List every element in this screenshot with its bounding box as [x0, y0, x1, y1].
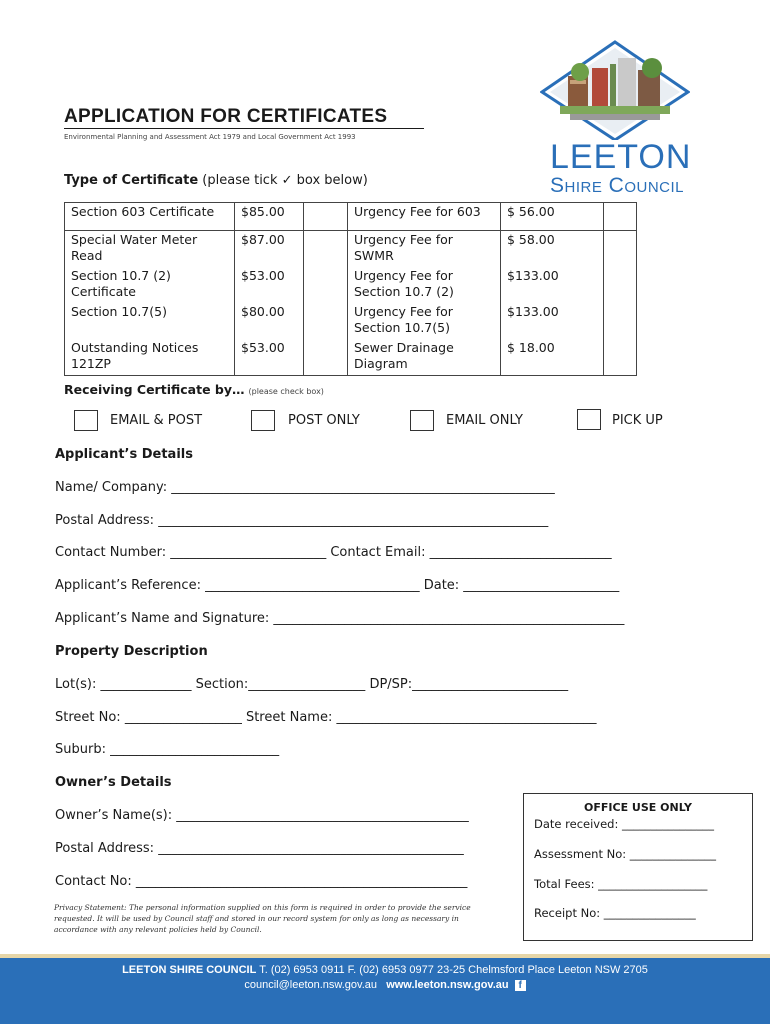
email-and-post-checkbox[interactable]: [74, 410, 98, 431]
applicant-reference-date-field[interactable]: Applicant’s Reference: _________________________________ Date: ________________________: [55, 578, 620, 593]
urgency-fee-price: $133.00: [501, 267, 604, 303]
certificate-fees-table: [64, 202, 637, 376]
office-use-box: [523, 793, 753, 941]
post-only-checkbox[interactable]: [251, 410, 275, 431]
email-only-checkbox[interactable]: [410, 410, 434, 431]
date-received-field[interactable]: Date received: ________________: [534, 817, 714, 831]
certificate-tick-box[interactable]: [304, 267, 348, 303]
certificate-name: Section 603 Certificate: [65, 203, 235, 231]
council-logo-image: [540, 40, 690, 140]
facebook-icon[interactable]: f: [515, 980, 526, 991]
footer-contact-line: [0, 964, 770, 976]
property-description-heading: Property Description: [55, 644, 208, 659]
certificate-tick-box[interactable]: [304, 203, 348, 231]
applicant-details-heading: Applicant’s Details: [55, 447, 193, 462]
certificate-price: $87.00: [235, 231, 304, 268]
owner-names-field[interactable]: Owner’s Name(s): _____________________________________________: [55, 808, 469, 823]
email-and-post-label: EMAIL & POST: [110, 413, 203, 428]
certificate-price: $53.00: [235, 339, 304, 376]
receipt-number-field[interactable]: Receipt No: ________________: [534, 906, 696, 920]
footer-org-name: LEETON SHIRE COUNCIL: [122, 964, 257, 976]
certificate-name: Section 10.7(5): [65, 303, 235, 339]
page-subtitle: Environmental Planning and Assessment Act 1979 and Local Government Act 1993: [64, 133, 356, 141]
postal-address-field[interactable]: Postal Address: ____________________________________________________________: [55, 513, 549, 528]
table-row: [65, 267, 637, 303]
suburb-field[interactable]: Suburb: __________________________: [55, 742, 280, 757]
table-row: [65, 303, 637, 339]
urgency-fee-name: Urgency Fee for Section 10.7 (2): [348, 267, 501, 303]
urgency-fee-price: $ 18.00: [501, 339, 604, 376]
certificate-price: $85.00: [235, 203, 304, 231]
certificate-type-heading-bold: Type of Certificate: [64, 173, 199, 188]
certificate-name: Section 10.7 (2) Certificate: [65, 267, 235, 303]
email-only-label: EMAIL ONLY: [446, 413, 523, 428]
urgency-fee-name: Sewer Drainage Diagram: [348, 339, 501, 376]
name-company-field[interactable]: Name/ Company: ___________________________________________________________: [55, 480, 555, 495]
owner-contact-field[interactable]: Contact No: ___________________________________________________: [55, 874, 468, 889]
certificate-type-heading-instruction: (please tick ✓ box below): [198, 173, 368, 188]
contact-number-email-field[interactable]: Contact Number: ________________________ Contact Email: ____________________________: [55, 545, 612, 560]
footer-email-link[interactable]: council@leeton.nsw.gov.au: [244, 979, 378, 991]
certificate-tick-box[interactable]: [304, 231, 348, 268]
privacy-statement: Privacy Statement: The personal information supplied on this form is required in order to provide the service requested. It will be used by Council staff and stored in our record system for only as long as necessary in accordance with any relevant policies held by Council.: [54, 903, 471, 934]
post-only-label: POST ONLY: [288, 413, 360, 428]
receiving-heading-text: Receiving Certificate by…: [64, 382, 245, 397]
urgency-tick-box[interactable]: [604, 203, 637, 231]
urgency-fee-price: $ 58.00: [501, 231, 604, 268]
certificate-tick-box[interactable]: [304, 339, 348, 376]
total-fees-field[interactable]: Total Fees: ___________________: [534, 877, 708, 891]
owner-postal-address-field[interactable]: Postal Address: _______________________________________________: [55, 841, 464, 856]
certificate-name: Special Water Meter Read: [65, 231, 235, 268]
pick-up-checkbox[interactable]: [577, 409, 601, 430]
urgency-tick-box[interactable]: [604, 267, 637, 303]
receiving-note: (please check box): [248, 387, 324, 396]
table-row: [65, 231, 637, 268]
certificate-price: $80.00: [235, 303, 304, 339]
applicant-signature-field[interactable]: Applicant’s Name and Signature: ______________________________________________________: [55, 611, 625, 626]
urgency-tick-box[interactable]: [604, 303, 637, 339]
lot-section-dp-field[interactable]: Lot(s): ______________ Section:__________________ DP/SP:________________________: [55, 677, 569, 692]
council-logo-subname: Shire Council: [550, 174, 685, 197]
urgency-tick-box[interactable]: [604, 231, 637, 268]
urgency-fee-price: $ 56.00: [501, 203, 604, 231]
urgency-fee-name: Urgency Fee for SWMR: [348, 231, 501, 268]
table-row: [65, 203, 637, 231]
footer-web-line: [0, 979, 770, 991]
owner-details-heading: Owner’s Details: [55, 775, 172, 790]
office-use-title: OFFICE USE ONLY: [584, 801, 692, 814]
pick-up-label: PICK UP: [612, 413, 663, 428]
urgency-fee-name: Urgency Fee for Section 10.7(5): [348, 303, 501, 339]
certificate-tick-box[interactable]: [304, 303, 348, 339]
street-field[interactable]: Street No: __________________ Street Name: ________________________________________: [55, 710, 597, 725]
footer-bar: [0, 958, 770, 1024]
urgency-tick-box[interactable]: [604, 339, 637, 376]
footer-contact-details: T. (02) 6953 0911 F. (02) 6953 0977 23-25 Chelmsford Place Leeton NSW 2705: [256, 964, 648, 976]
receiving-heading: [64, 382, 324, 397]
table-row: [65, 339, 637, 376]
footer-website-link[interactable]: www.leeton.nsw.gov.au: [386, 979, 509, 991]
certificate-type-heading: [64, 173, 368, 188]
urgency-fee-name: Urgency Fee for 603: [348, 203, 501, 231]
title-underline: [64, 128, 424, 129]
certificate-name: Outstanding Notices 121ZP: [65, 339, 235, 376]
council-logo-name: LEETON: [550, 138, 692, 176]
urgency-fee-price: $133.00: [501, 303, 604, 339]
page-title: APPLICATION FOR CERTIFICATES: [64, 106, 388, 127]
assessment-number-field[interactable]: Assessment No: _______________: [534, 847, 717, 861]
certificate-price: $53.00: [235, 267, 304, 303]
